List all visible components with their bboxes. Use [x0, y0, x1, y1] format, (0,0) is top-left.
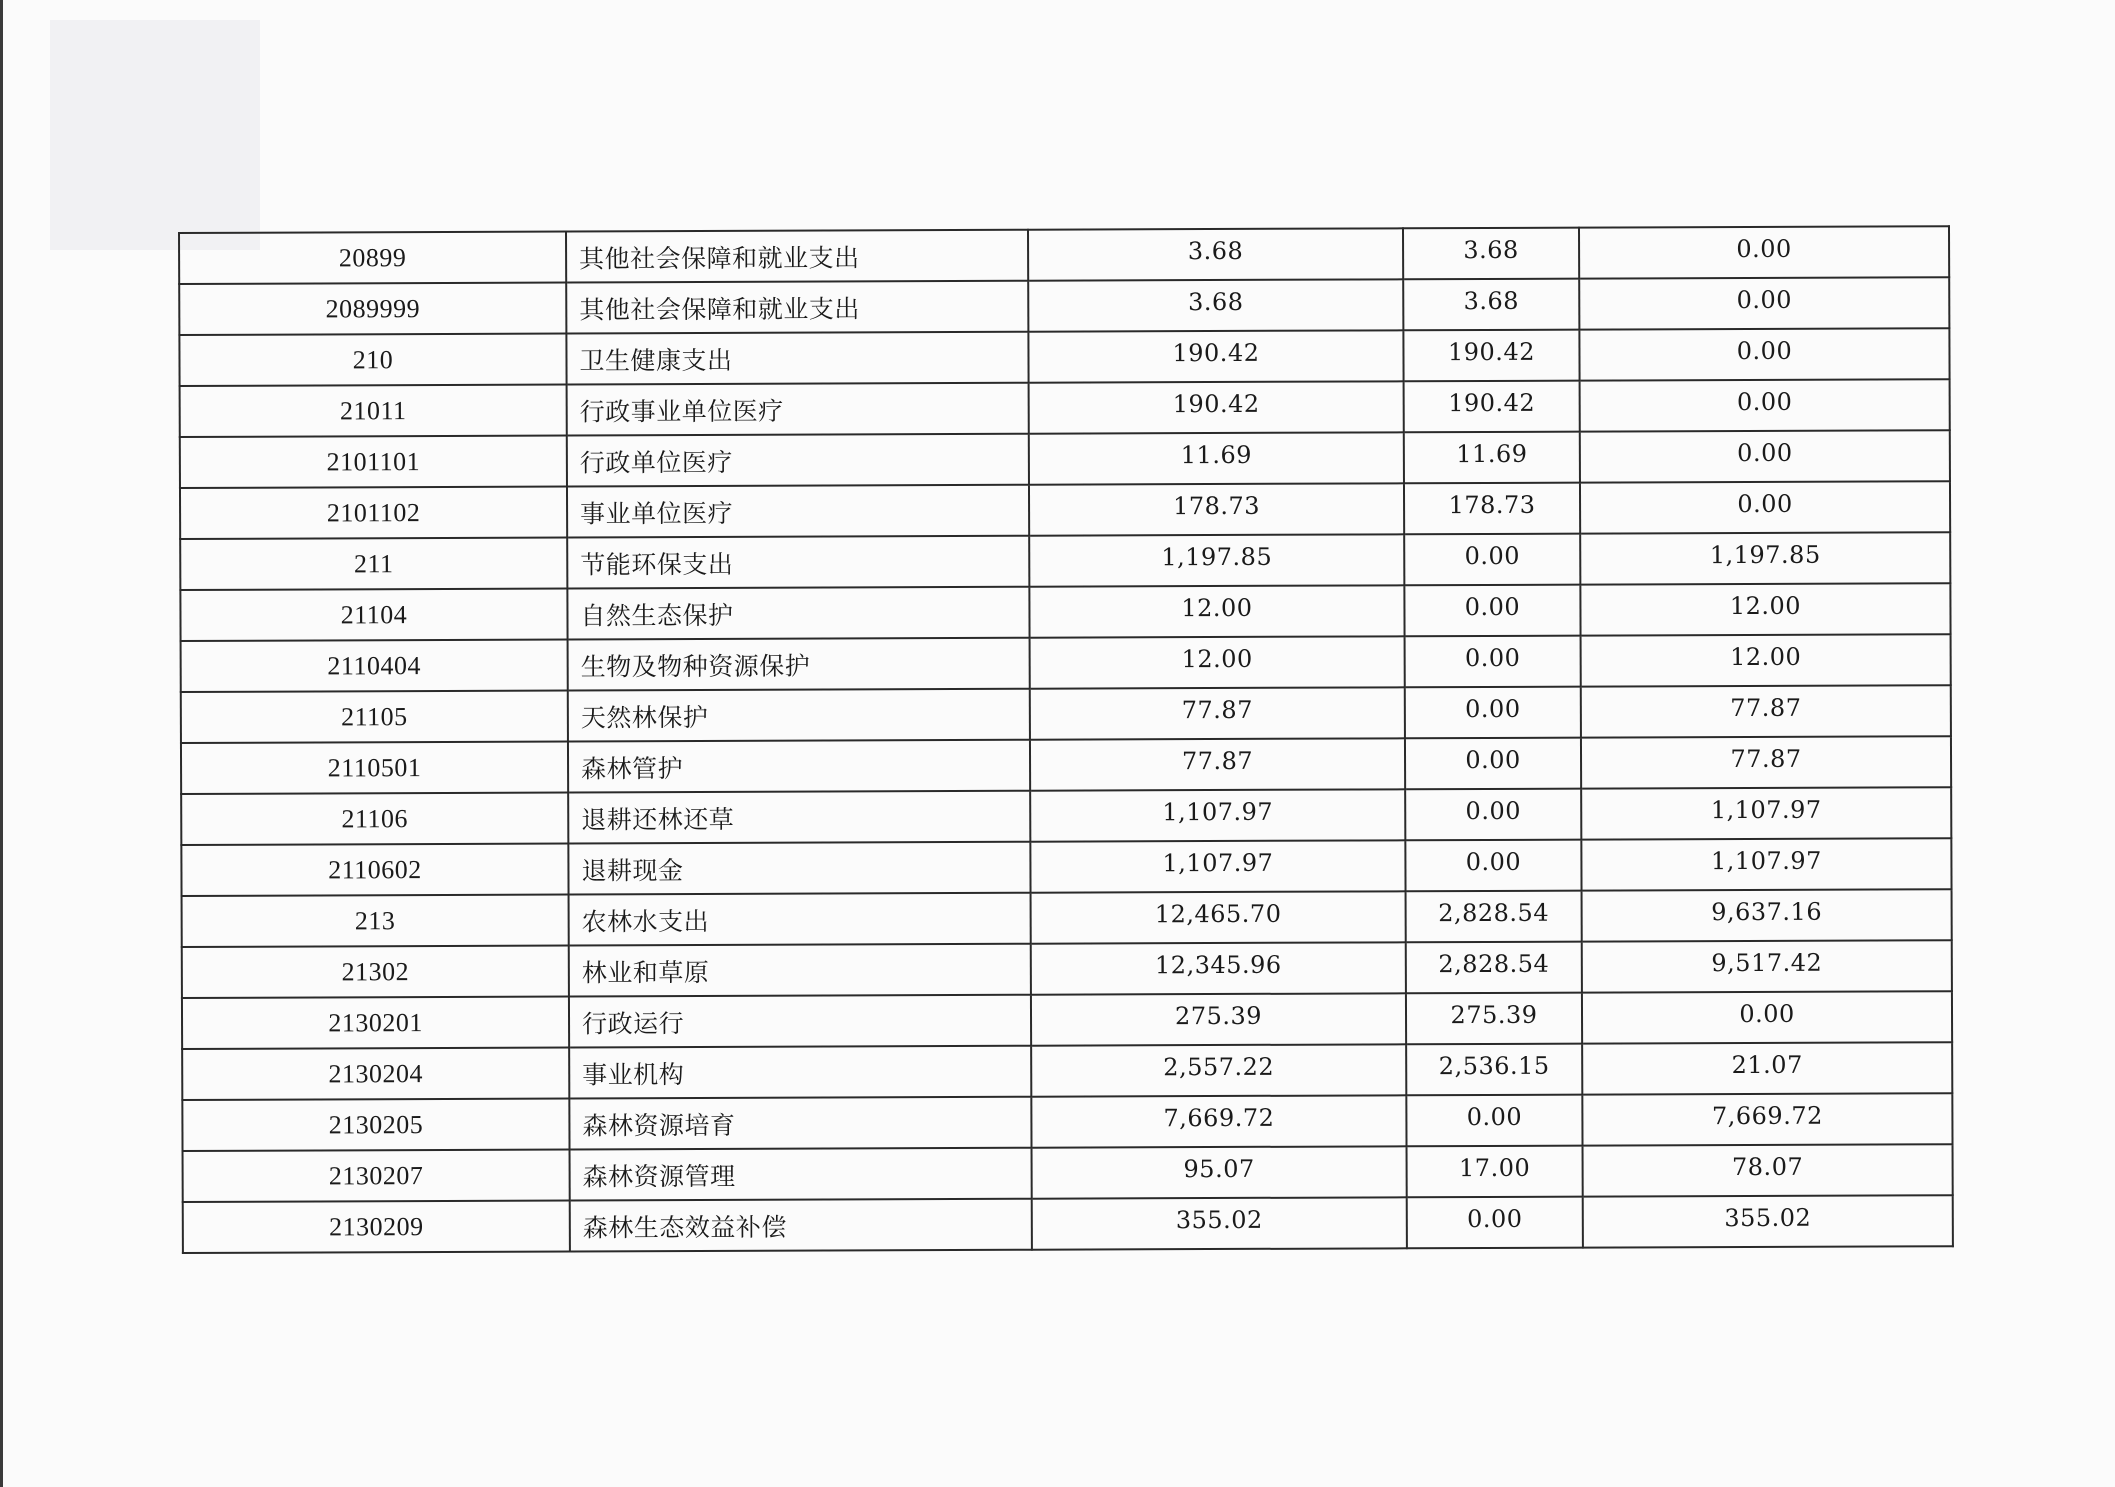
project-expenditure-cell	[1582, 940, 1952, 992]
basic-expenditure-cell	[1403, 228, 1579, 280]
project-expenditure-cell	[1581, 787, 1951, 839]
subject-name-cell: 行政单位医疗	[567, 434, 1029, 487]
subject-code-cell: 2110602	[181, 844, 568, 896]
subject-code-cell: 2101102	[180, 487, 567, 539]
basic-expenditure-cell	[1404, 534, 1580, 586]
total-amount-cell	[1028, 228, 1403, 280]
total-amount-cell	[1032, 1197, 1407, 1249]
basic-expenditure-value: 0.00	[1466, 1102, 1523, 1131]
project-expenditure-cell	[1581, 838, 1951, 890]
basic-expenditure-value: 275.39	[1450, 1000, 1538, 1029]
table-row	[182, 1042, 1952, 1100]
project-expenditure-value: 21.07	[1731, 1050, 1803, 1079]
basic-expenditure-value: 0.00	[1465, 847, 1522, 876]
project-expenditure-value: 1,107.97	[1710, 795, 1822, 824]
subject-code-cell: 2101101	[180, 436, 567, 488]
basic-expenditure-cell	[1407, 1146, 1583, 1198]
total-amount-cell	[1028, 279, 1403, 331]
subject-code-cell: 21105	[181, 691, 568, 743]
table-row	[179, 328, 1949, 386]
basic-expenditure-cell	[1403, 330, 1579, 382]
subject-name-cell: 农林水支出	[569, 893, 1031, 946]
subject-code-cell: 210	[179, 334, 566, 386]
project-expenditure-value: 0.00	[1737, 438, 1793, 467]
basic-expenditure-value: 11.69	[1456, 439, 1528, 468]
table-row	[182, 1093, 1952, 1151]
project-expenditure-cell	[1580, 583, 1950, 635]
total-amount-cell	[1031, 942, 1406, 994]
table-row	[180, 583, 1950, 641]
total-amount-cell	[1030, 738, 1405, 790]
project-expenditure-cell	[1582, 1042, 1952, 1094]
table-row	[181, 634, 1951, 692]
table-row	[182, 940, 1952, 998]
basic-expenditure-cell	[1405, 840, 1581, 892]
total-amount-value: 178.73	[1173, 491, 1261, 520]
table-row	[183, 1195, 1953, 1253]
basic-expenditure-cell	[1404, 432, 1580, 484]
project-expenditure-cell	[1582, 991, 1952, 1043]
table-row	[181, 736, 1951, 794]
total-amount-value: 77.87	[1181, 695, 1254, 724]
total-amount-value: 12,345.96	[1154, 950, 1282, 979]
project-expenditure-cell	[1580, 379, 1950, 431]
table-row	[183, 1144, 1953, 1202]
project-expenditure-value: 0.00	[1736, 387, 1793, 416]
subject-code-cell: 2089999	[179, 283, 566, 335]
subject-code-cell: 213	[182, 895, 569, 947]
subject-code-cell: 2130207	[183, 1150, 570, 1202]
subject-code-cell: 2130209	[183, 1201, 570, 1253]
basic-expenditure-cell	[1405, 636, 1581, 688]
subject-code-cell: 21106	[181, 793, 568, 845]
subject-name-cell: 天然林保护	[568, 689, 1030, 742]
total-amount-value: 1,107.97	[1162, 848, 1274, 877]
basic-expenditure-cell	[1403, 279, 1579, 331]
subject-name-cell: 其他社会保障和就业支出	[566, 281, 1028, 334]
subject-name-cell: 行政事业单位医疗	[567, 383, 1029, 436]
basic-expenditure-value: 190.42	[1447, 337, 1536, 366]
total-amount-cell	[1030, 840, 1405, 892]
subject-name-cell: 事业机构	[569, 1046, 1031, 1099]
subject-name-cell: 节能环保支出	[567, 536, 1029, 589]
basic-expenditure-value: 190.42	[1448, 388, 1536, 417]
project-expenditure-cell	[1582, 889, 1952, 941]
total-amount-cell	[1029, 432, 1404, 484]
basic-expenditure-cell	[1407, 1197, 1583, 1249]
project-expenditure-cell	[1580, 430, 1950, 482]
total-amount-cell	[1032, 1146, 1407, 1198]
scan-edge	[0, 0, 3, 1487]
subject-name-cell: 自然生态保护	[567, 587, 1029, 640]
project-expenditure-value: 77.87	[1730, 744, 1802, 773]
project-expenditure-value: 77.87	[1730, 693, 1802, 722]
basic-expenditure-value: 0.00	[1467, 1204, 1523, 1233]
basic-expenditure-cell	[1405, 687, 1581, 739]
project-expenditure-cell	[1581, 736, 1951, 788]
scan-shading	[50, 20, 260, 250]
basic-expenditure-value: 17.00	[1458, 1153, 1531, 1182]
table-row	[179, 226, 1949, 284]
project-expenditure-cell	[1579, 277, 1949, 329]
project-expenditure-value: 0.00	[1736, 336, 1793, 365]
subject-name-cell: 卫生健康支出	[566, 332, 1028, 385]
total-amount-value: 11.69	[1180, 440, 1253, 469]
total-amount-cell	[1030, 687, 1405, 739]
expenditure-table	[178, 225, 1954, 1254]
project-expenditure-cell	[1582, 1093, 1952, 1145]
basic-expenditure-value: 0.00	[1465, 745, 1521, 774]
total-amount-value: 95.07	[1183, 1154, 1255, 1183]
project-expenditure-value: 12.00	[1729, 642, 1802, 671]
project-expenditure-value: 1,107.97	[1710, 846, 1822, 875]
table-row	[182, 889, 1952, 947]
basic-expenditure-cell	[1406, 1044, 1582, 1096]
total-amount-cell	[1029, 534, 1404, 586]
subject-name-cell: 森林管护	[568, 740, 1030, 793]
total-amount-value: 2,557.22	[1163, 1052, 1275, 1081]
total-amount-cell	[1029, 381, 1404, 433]
project-expenditure-value: 7,669.72	[1711, 1101, 1823, 1130]
project-expenditure-value: 0.00	[1736, 285, 1793, 314]
subject-name-cell: 森林资源管理	[570, 1148, 1032, 1201]
project-expenditure-value: 12.00	[1729, 591, 1802, 620]
basic-expenditure-cell	[1406, 1095, 1582, 1147]
table-row	[179, 277, 1949, 335]
subject-code-cell: 2130205	[182, 1099, 569, 1151]
basic-expenditure-cell	[1404, 585, 1580, 637]
table-row	[182, 991, 1952, 1049]
total-amount-value: 77.87	[1181, 746, 1254, 775]
subject-name-cell: 行政运行	[569, 995, 1031, 1048]
total-amount-cell	[1031, 1044, 1406, 1096]
basic-expenditure-value: 0.00	[1465, 694, 1521, 723]
subject-name-cell: 森林资源培育	[569, 1097, 1031, 1150]
subject-code-cell: 21011	[180, 385, 567, 437]
project-expenditure-value: 78.07	[1731, 1152, 1804, 1181]
project-expenditure-value: 1,197.85	[1709, 540, 1821, 569]
total-amount-value: 3.68	[1188, 287, 1244, 316]
project-expenditure-cell	[1583, 1144, 1953, 1196]
total-amount-cell	[1030, 636, 1405, 688]
subject-code-cell: 20899	[179, 232, 566, 284]
basic-expenditure-value: 3.68	[1463, 286, 1520, 315]
project-expenditure-cell	[1583, 1195, 1953, 1247]
project-expenditure-cell	[1581, 634, 1951, 686]
basic-expenditure-value: 2,828.54	[1438, 898, 1550, 927]
table-body	[179, 226, 1953, 1253]
subject-code-cell: 2110404	[181, 640, 568, 692]
project-expenditure-value: 0.00	[1739, 999, 1795, 1028]
project-expenditure-value: 0.00	[1737, 489, 1793, 518]
basic-expenditure-value: 2,536.15	[1438, 1051, 1550, 1080]
project-expenditure-value: 9,637.16	[1711, 897, 1823, 926]
subject-name-cell: 其他社会保障和就业支出	[566, 230, 1028, 283]
project-expenditure-cell	[1581, 685, 1951, 737]
total-amount-cell	[1031, 891, 1406, 943]
basic-expenditure-value: 0.00	[1464, 643, 1521, 672]
total-amount-value: 12,465.70	[1154, 899, 1282, 928]
total-amount-cell	[1031, 1095, 1406, 1147]
subject-code-cell: 211	[180, 538, 567, 590]
total-amount-value: 355.02	[1175, 1205, 1263, 1234]
subject-code-cell: 2130204	[182, 1048, 569, 1100]
table-row	[180, 481, 1950, 539]
subject-name-cell: 生物及物种资源保护	[568, 638, 1030, 691]
project-expenditure-value: 9,517.42	[1711, 948, 1823, 977]
subject-name-cell: 事业单位医疗	[567, 485, 1029, 538]
project-expenditure-value: 0.00	[1736, 234, 1792, 263]
total-amount-cell	[1029, 483, 1404, 535]
project-expenditure-cell	[1580, 481, 1950, 533]
table-row	[180, 532, 1950, 590]
basic-expenditure-cell	[1405, 789, 1581, 841]
table-row	[181, 787, 1951, 845]
table-row	[181, 685, 1951, 743]
table-row	[180, 430, 1950, 488]
total-amount-value: 190.42	[1172, 338, 1260, 367]
total-amount-cell	[1030, 789, 1405, 841]
subject-code-cell: 21302	[182, 946, 569, 998]
total-amount-value: 12.00	[1181, 644, 1253, 673]
subject-code-cell: 2130201	[182, 997, 569, 1049]
total-amount-value: 1,107.97	[1162, 797, 1274, 826]
total-amount-value: 275.39	[1174, 1001, 1263, 1030]
table-row	[180, 379, 1950, 437]
project-expenditure-value: 355.02	[1724, 1203, 1812, 1232]
table-row	[181, 838, 1951, 896]
expenditure-table-wrapper	[178, 225, 1952, 1254]
subject-code-cell: 21104	[180, 589, 567, 641]
basic-expenditure-cell	[1404, 381, 1580, 433]
basic-expenditure-value: 3.68	[1463, 235, 1519, 264]
basic-expenditure-cell	[1404, 483, 1580, 535]
basic-expenditure-cell	[1405, 738, 1581, 790]
total-amount-value: 3.68	[1187, 236, 1244, 265]
basic-expenditure-value: 2,828.54	[1438, 949, 1550, 978]
subject-name-cell: 退耕还林还草	[568, 791, 1030, 844]
project-expenditure-cell	[1579, 328, 1949, 380]
subject-name-cell: 退耕现金	[568, 842, 1030, 895]
total-amount-cell	[1029, 585, 1404, 637]
total-amount-cell	[1031, 993, 1406, 1045]
basic-expenditure-cell	[1406, 993, 1582, 1045]
basic-expenditure-value: 178.73	[1448, 490, 1536, 519]
subject-name-cell: 林业和草原	[569, 944, 1031, 997]
basic-expenditure-value: 0.00	[1465, 796, 1522, 825]
total-amount-value: 7,669.72	[1163, 1103, 1275, 1132]
basic-expenditure-cell	[1406, 942, 1582, 994]
basic-expenditure-value: 0.00	[1464, 592, 1521, 621]
total-amount-value: 1,197.85	[1161, 542, 1273, 571]
project-expenditure-cell	[1580, 532, 1950, 584]
subject-name-cell: 森林生态效益补偿	[570, 1199, 1032, 1252]
subject-code-cell: 2110501	[181, 742, 568, 794]
basic-expenditure-cell	[1406, 891, 1582, 943]
project-expenditure-cell	[1579, 226, 1949, 278]
total-amount-cell	[1028, 330, 1403, 382]
total-amount-value: 190.42	[1172, 389, 1260, 418]
basic-expenditure-value: 0.00	[1464, 541, 1521, 570]
total-amount-value: 12.00	[1181, 593, 1253, 622]
